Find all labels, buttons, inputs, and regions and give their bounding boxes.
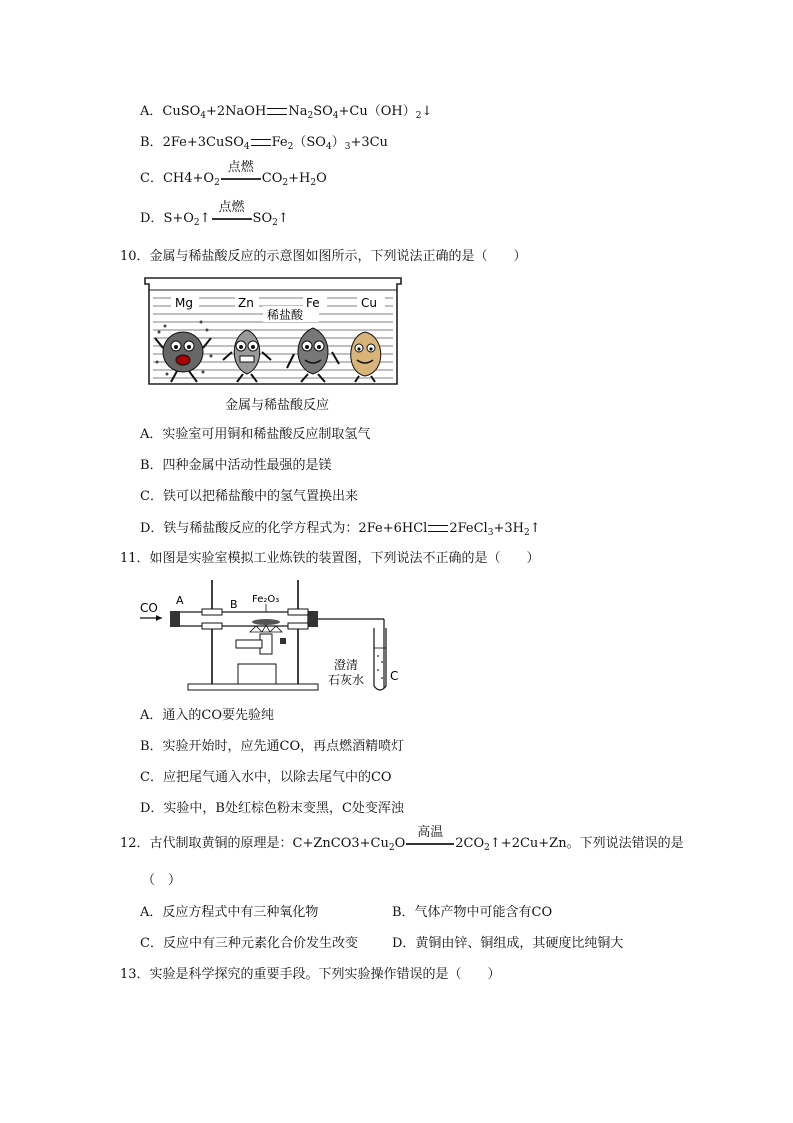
q9-option-d: D．$S+O_2↑$ 点燃 $SO_2↑$ <box>140 199 289 228</box>
q11-option-a: A．通入的CO要先验纯 <box>140 708 274 723</box>
metal-label-mg: Mg <box>175 296 193 310</box>
metal-label-cu: Cu <box>361 296 377 310</box>
q10-option-d: D．铁与稀盐酸反应的化学方程式为：2Fe+6HCl $2FeCl_3+3H_2↑$ <box>140 521 541 538</box>
limewater-label-1: 澄清 <box>334 658 359 672</box>
q10-stem: 10．金属与稀盐酸反应的示意图如图所示，下列说法正确的是（ ） <box>120 249 527 264</box>
q10-option-c: C．铁可以把稀盐酸中的氢气置换出来 <box>140 489 358 504</box>
metal-acid-beaker-figure <box>143 276 403 388</box>
reaction-condition: 点燃 <box>212 212 252 226</box>
q12-stem: 12．古代制取黄铜的原理是：$C+ZnCO3+Cu_2O$ 高温 $2CO_2↑+2Cu+Zn$。下列说法错误的是 <box>120 824 684 853</box>
equals-sign <box>428 525 448 532</box>
reaction-condition: 点燃 <box>221 172 261 186</box>
q10-option-a: A．实验室可用铜和稀盐酸反应制取氢气 <box>140 427 371 442</box>
powder <box>252 619 280 625</box>
figure-caption: 金属与稀盐酸反应 <box>225 398 330 413</box>
equals-sign <box>267 108 287 115</box>
acid-label: 稀盐酸 <box>267 308 304 322</box>
label-c: C <box>390 669 399 683</box>
metal-label-fe: Fe <box>306 296 320 310</box>
fe-character <box>287 328 339 382</box>
label-a: A <box>176 594 184 607</box>
q11-option-d: D．实验中，B处红棕色粉末变黑，C处变浑浊 <box>140 801 404 816</box>
q9-option-c: C．$CH4+O_2$ 点燃 $CO_2+H_2O$ <box>140 159 327 188</box>
q9-option-a: A．CuSO$_4$+2NaOH $Na_2SO_4+Cu(OH)_2↓$ <box>140 104 433 121</box>
q12-option-c: C．反应中有三种元素化合价发生改变 <box>140 936 358 951</box>
co-label: CO <box>140 601 158 615</box>
q13-stem: 13．实验是科学探究的重要手段。下列实验操作错误的是（ ） <box>120 967 501 982</box>
q12-option-a: A．反应方程式中有三种氧化物 <box>140 905 319 920</box>
limewater-label-2: 石灰水 <box>328 673 365 687</box>
q11-option-c: C．应把尾气通入水中，以除去尾气中的CO <box>140 770 392 785</box>
q9-option-b: B．2Fe+3CuSO$_4$ $Fe_2(SO_4)_3+3Cu$ <box>140 135 388 152</box>
q11-option-b: B．实验开始时，应先通CO，再点燃酒精喷灯 <box>140 739 405 754</box>
q12-option-b: B．气体产物中可能含有CO <box>392 905 553 920</box>
stopper-right <box>308 611 318 627</box>
stopper-left <box>170 611 180 627</box>
label-b: B <box>230 598 238 611</box>
q12-answer-paren: （ ） <box>142 873 182 888</box>
equals-sign <box>251 139 271 146</box>
reaction-condition: 高温 <box>406 837 454 851</box>
iron-smelting-apparatus-figure <box>138 576 408 698</box>
q11-stem: 11．如图是实验室模拟工业炼铁的装置图，下列说法不正确的是（ ） <box>120 551 540 566</box>
metal-label-zn: Zn <box>238 296 254 310</box>
cu-character <box>351 332 381 382</box>
q10-option-b: B．四种金属中活动性最强的是镁 <box>140 458 332 473</box>
q12-option-d: D．黄铜由锌、铜组成，其硬度比纯铜大 <box>392 936 624 951</box>
fe2o3-label: Fe₂O₃ <box>252 594 280 605</box>
